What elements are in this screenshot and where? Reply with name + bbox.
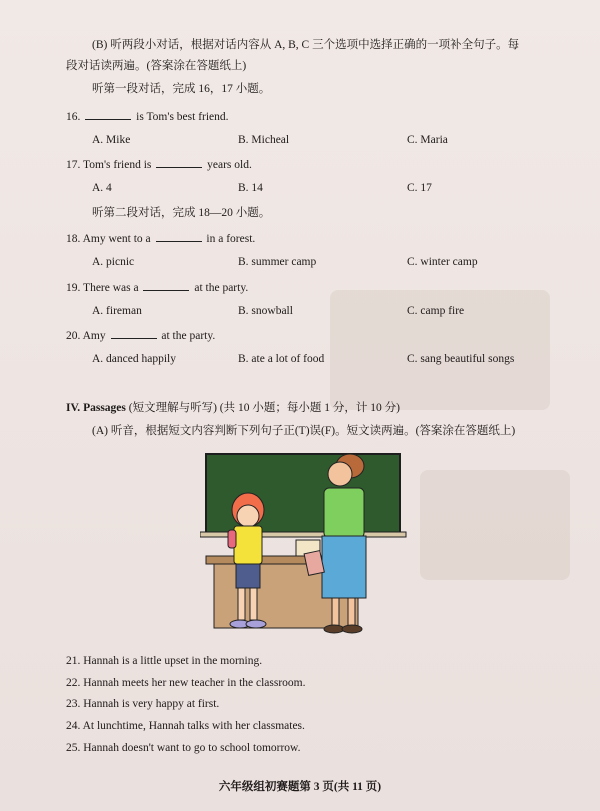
statement-22: 22. Hannah meets her new teacher in the classroom. <box>66 677 306 689</box>
section-b-instruction: (B) 听两段小对话，根据对话内容从 A, B, C 三个选项中选择正确的一项补全句子。每 <box>92 39 520 51</box>
statement-21: 21. Hannah is a little upset in the morning. <box>66 655 263 667</box>
option-a: A. danced happily <box>92 353 176 365</box>
answer-blank <box>143 280 189 291</box>
question-16: 16. is Tom's best friend. <box>66 111 229 123</box>
option-c: C. Maria <box>407 134 448 146</box>
answer-blank <box>156 157 202 168</box>
statement-24: 24. At lunchtime, Hannah talks with her classmates. <box>66 720 305 732</box>
option-c: C. 17 <box>407 182 432 194</box>
question-18: 18. Amy went to a in a forest. <box>66 233 256 245</box>
statement-25: 25. Hannah doesn't want to go to school tomorrow. <box>66 742 301 754</box>
answer-blank <box>111 328 157 339</box>
answer-blank <box>85 109 131 120</box>
section-iv-a-instruction: (A) 听音，根据短文内容判断下列句子正(T)误(F)。短文读两遍。(答案涂在答题纸上) <box>92 425 516 437</box>
option-a: A. 4 <box>92 182 112 194</box>
section-b-instruction-cont: 段对话读两遍。(答案涂在答题纸上) <box>66 60 247 72</box>
option-b: B. 14 <box>238 182 263 194</box>
option-b: B. Micheal <box>238 134 290 146</box>
question-17: 17. Tom's friend is years old. <box>66 159 252 171</box>
section-iv-heading: IV. Passages (短文理解与听写) (共 10 小题；每小题 1 分，计 10 分) <box>66 402 400 414</box>
question-19: 19. There was a at the party. <box>66 282 249 294</box>
answer-blank <box>156 231 202 242</box>
option-b: B. snowball <box>238 305 293 317</box>
statement-23: 23. Hannah is very happy at first. <box>66 698 220 710</box>
option-b: B. ate a lot of food <box>238 353 325 365</box>
bleed-through-art <box>420 470 570 580</box>
option-a: A. picnic <box>92 256 135 268</box>
question-20: 20. Amy at the party. <box>66 330 216 342</box>
classroom-illustration <box>200 452 410 642</box>
option-c: C. sang beautiful songs <box>407 353 515 365</box>
dialog2-intro: 听第二段对话，完成 18—20 小题。 <box>92 207 271 219</box>
option-c: C. camp fire <box>407 305 465 317</box>
option-a: A. Mike <box>92 134 131 146</box>
option-b: B. summer camp <box>238 256 317 268</box>
option-c: C. winter camp <box>407 256 478 268</box>
dialog1-intro: 听第一段对话，完成 16，17 小题。 <box>92 83 271 95</box>
option-a: A. fireman <box>92 305 142 317</box>
page-footer: 六年级组初赛题第 3 页(共 11 页) <box>218 781 382 793</box>
